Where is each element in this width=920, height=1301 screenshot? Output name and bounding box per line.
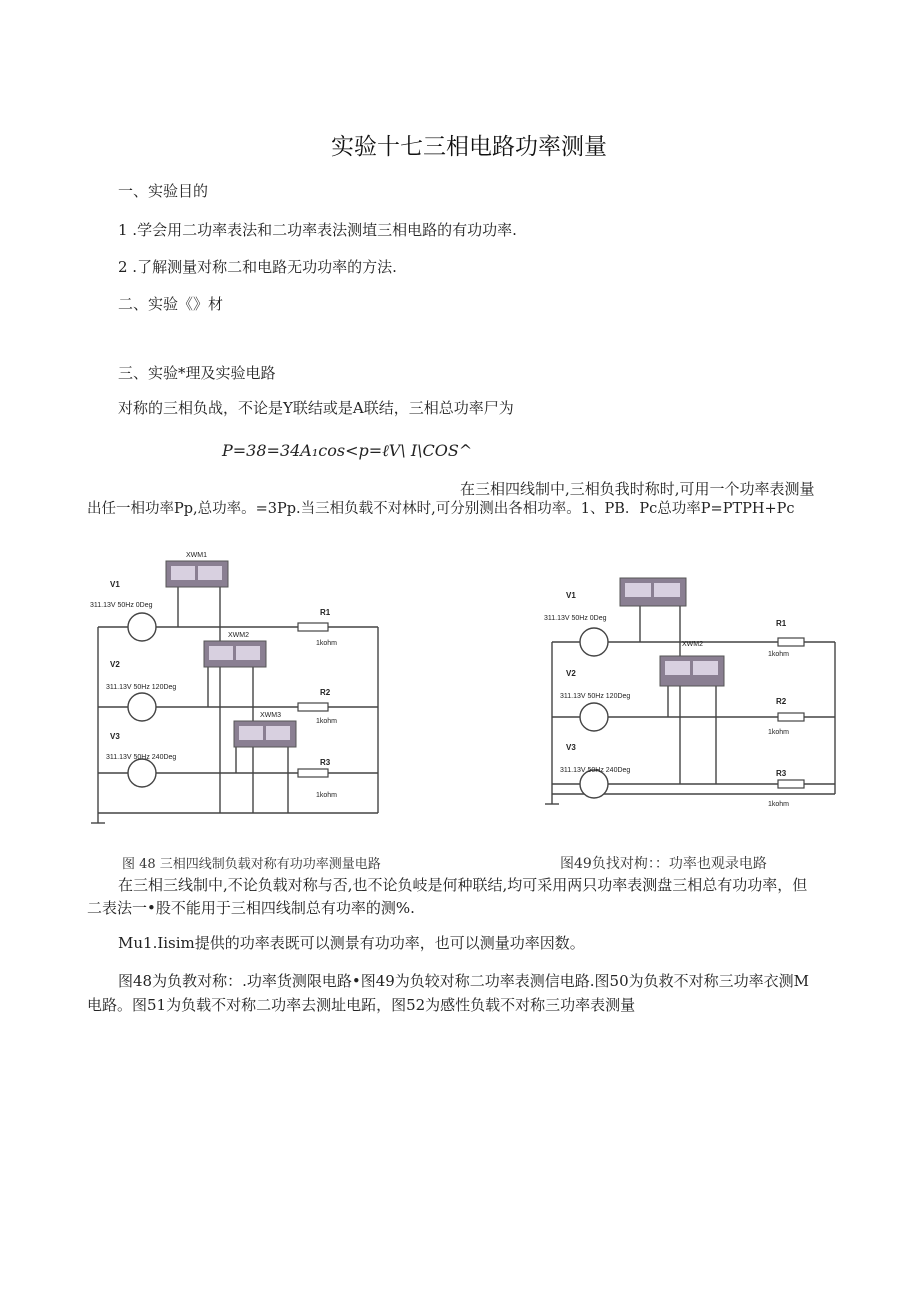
source-v2-symbol <box>128 693 156 721</box>
paragraph: 二表法一•股不能用于三相四线制总有功率的测%. <box>87 899 415 917</box>
source-spec: 311.13V 50Hz 0Deg <box>544 615 607 622</box>
resistor-r3-symbol <box>298 769 328 777</box>
section-heading-purpose: 一、实验目的 <box>118 182 209 200</box>
resistor-value: 1kohm <box>768 801 790 808</box>
resistor-name: R1 <box>776 619 787 628</box>
paragraph: 在三相四线制中,三相负我时称时,可用一个功率表测量 <box>460 480 815 498</box>
resistor-value: 1kohm <box>768 729 790 736</box>
list-item: 1 .学会用二功率表法和二功率表法测埴三相电路的有功功率. <box>118 221 517 239</box>
source-name: V2 <box>110 660 120 669</box>
resistor-r1-symbol <box>298 623 328 631</box>
paragraph: 出任一相功率Pp,总功率。=3Pp.当三相负载不对林时,可分别测出各相功率。1、PB．Pc总功率P=PTPH+Pc <box>87 501 795 517</box>
section-heading-equipment: 二、实验《》材 <box>118 295 224 313</box>
section-heading-principle: 三、实验*理及实验电路 <box>118 364 276 382</box>
list-item: 2 .了解测量对称二和电路无功功率的方法. <box>118 258 397 276</box>
formula: P=38=34A₁cos<p=ℓV\ I\COS^ <box>222 441 473 460</box>
resistor-name: R3 <box>320 758 331 767</box>
figure-49-circuit <box>540 572 840 817</box>
resistor-name: R2 <box>320 688 331 697</box>
meter-label: XWM2 <box>682 641 703 648</box>
meter-label: XWM2 <box>228 632 249 639</box>
source-spec: 311.13V 50Hz 120Deg <box>560 693 631 700</box>
source-name: V3 <box>566 743 576 752</box>
figure-48-circuit <box>88 545 388 830</box>
paragraph: 对称的三相负战，不论是Y联结或是A联结，三相总功率尸为 <box>118 399 514 417</box>
page-title: 实验十七三相电路功率测量 <box>331 134 607 160</box>
source-name: V1 <box>566 591 576 600</box>
source-spec: 311.13V 50Hz 0Deg <box>90 602 153 609</box>
resistor-name: R2 <box>776 697 787 706</box>
paragraph: 图48为负教对称：.功率货测限电路•图49为负较对称二功率表测信电路.图50为负救不对称三功率衣测M <box>118 972 810 990</box>
source-name: V3 <box>110 732 120 741</box>
source-name: V1 <box>110 580 120 589</box>
source-name: V2 <box>566 669 576 678</box>
source-spec: 311.13V 50Hz 240Deg <box>106 754 177 761</box>
resistor-name: R3 <box>776 769 787 778</box>
source-spec: 311.13V 50Hz 120Deg <box>106 684 177 691</box>
resistor-r2-symbol <box>298 703 328 711</box>
source-v1-symbol <box>128 613 156 641</box>
resistor-name: R1 <box>320 608 331 617</box>
source-v3-symbol <box>128 759 156 787</box>
meter-label: XWM3 <box>260 712 281 719</box>
resistor-value: 1kohm <box>316 718 338 725</box>
resistor-value: 1kohm <box>316 792 338 799</box>
figure-48-caption: 图 48 三相四线制负载对称有功功率测量电路 <box>122 857 381 872</box>
paragraph: Mu1.Iisim提供的功率表既可以测景有功功率，也可以测量功率因数。 <box>118 934 585 952</box>
figure-49-caption: 图49负找对枸：：功率也观录电路 <box>560 856 767 872</box>
resistor-value: 1kohm <box>768 651 790 658</box>
resistor-value: 1kohm <box>316 640 338 647</box>
meter-label: XWM1 <box>186 552 207 559</box>
paragraph: 在三相三线制中,不论负载对称与否,也不论负岐是何种联结,均可采用两只功率表测盘三相总有功功率，但 <box>118 876 808 894</box>
paragraph: 电路。图51为负载不对称二功率去测址电跖，图52为感性负载不对称三功率表测量 <box>87 996 636 1014</box>
source-spec: 311.13V 50Hz 240Deg <box>560 767 631 774</box>
